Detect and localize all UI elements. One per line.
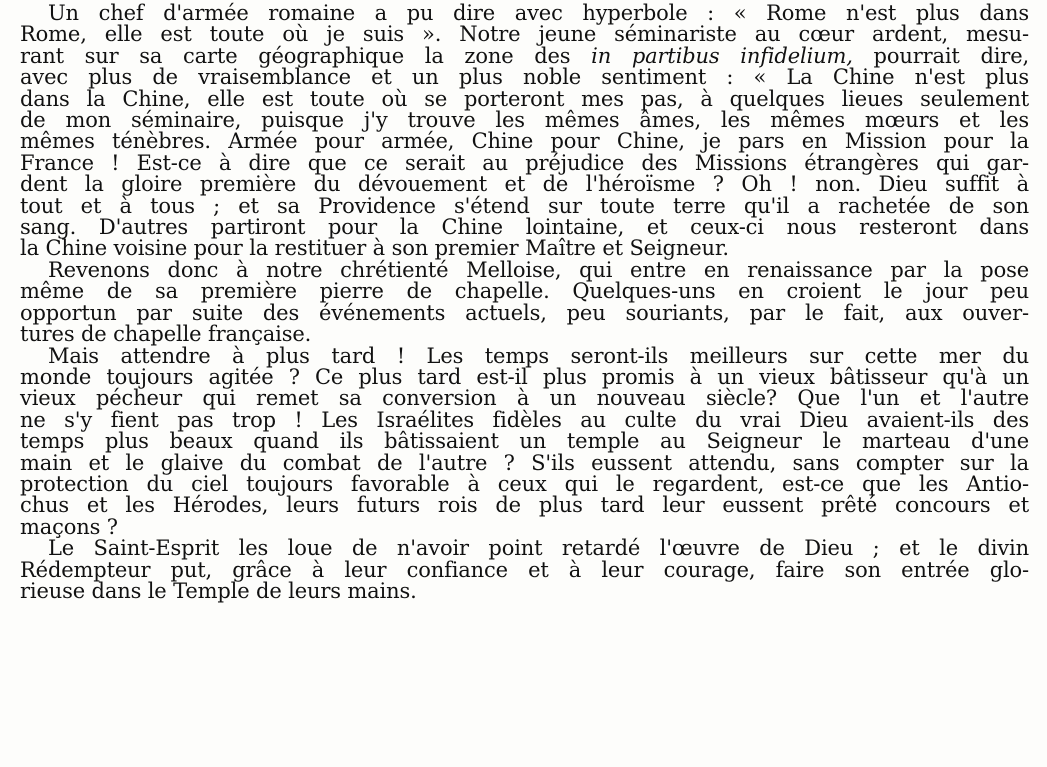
text-line: dent la gloire première du dévouement et de l'héroïsme ? Oh ! non. Dieu suffit à: [20, 172, 1029, 197]
text-line: Rédempteur put, grâce à leur confiance et à leur courage, faire son entrée glo-: [20, 557, 1029, 582]
text-line: de mon séminaire, puisque j'y trouve les mêmes âmes, les mêmes mœurs et les: [20, 108, 1029, 133]
text-line: rieuse dans le Temple de leurs mains.: [20, 578, 417, 603]
paragraph-1: [20, 3, 1029, 260]
text-line: maçons ?: [20, 514, 118, 539]
text-line: France ! Est-ce à dire que ce serait au préjudice des Missions étrangères qui gar-: [20, 150, 1029, 175]
paragraph-2: [20, 257, 1029, 347]
text-line: tures de chapelle française.: [20, 322, 312, 347]
text-line: chus et les Hérodes, leurs futurs rois de plus tard leur eussent prêté concours et: [20, 493, 1029, 518]
text-line: Mais attendre à plus tard ! Les temps seront-ils meilleurs sur cette mer du: [48, 343, 1029, 368]
text-line: mêmes ténèbres. Armée pour armée, Chine pour Chine, je pars en Mission pour la: [20, 129, 1029, 154]
paragraph-3: [20, 343, 1029, 539]
text-run: rant sur sa carte géographique la zone des: [20, 43, 592, 68]
italic-latin-phrase: in partibus infidelium,: [591, 43, 853, 68]
text-line: la Chine voisine pour la restituer à son premier Maître et Seigneur.: [20, 236, 729, 261]
text-line-with-italic: [20, 43, 1029, 68]
paragraph-4: [20, 538, 1029, 602]
text-line: Rome, elle est toute où je suis ». Notre jeune séminariste au cœur ardent, mesu-: [20, 22, 1029, 47]
text-line: Le Saint-Esprit les loue de n'avoir point retardé l'œuvre de Dieu ; et le divin: [48, 536, 1029, 561]
text-line: Revenons donc à notre chrétienté Melloise, qui entre en renaissance par la pose: [48, 257, 1029, 282]
text-line: Un chef d'armée romaine a pu dire avec hyperbole : « Rome n'est plus dans: [48, 1, 1029, 25]
text-line: tout et à tous ; et sa Providence s'étend sur toute terre qu'il a rachetée de son: [20, 193, 1029, 218]
text-line: ne s'y fient pas trop ! Les Israélites fidèles au culte du vrai Dieu avaient-ils des: [20, 407, 1029, 432]
text-line: temps plus beaux quand ils bâtissaient un temple au Seigneur le marteau d'une: [20, 429, 1029, 454]
text-line: opportun par suite des événements actuels, peu souriants, par le fait, aux ouver-: [20, 300, 1029, 325]
text-line: monde toujours agitée ? Ce plus tard est-il plus promis à un vieux bâtisseur qu'à un: [20, 364, 1029, 389]
text-line: dans la Chine, elle est toute où se porteront mes pas, à quelques lieues seulement: [20, 86, 1029, 111]
text-line: avec plus de vraisemblance et un plus noble sentiment : « La Chine n'est plus: [20, 65, 1029, 90]
text-run: pourrait dire,: [852, 43, 1029, 68]
text-line: vieux pécheur qui remet sa conversion à un nouveau siècle? Que l'un et l'autre: [20, 386, 1029, 411]
text-line: sang. D'autres partiront pour la Chine lointaine, et ceux-ci nous resteront dans: [20, 215, 1029, 240]
text-line: main et le glaive du combat de l'autre ? S'ils eussent attendu, sans compter sur la: [20, 450, 1029, 475]
text-line: protection du ciel toujours favorable à ceux qui le regardent, est-ce que les Antio-: [20, 471, 1029, 496]
text-line: même de sa première pierre de chapelle. Quelques-uns en croient le jour peu: [20, 279, 1029, 304]
